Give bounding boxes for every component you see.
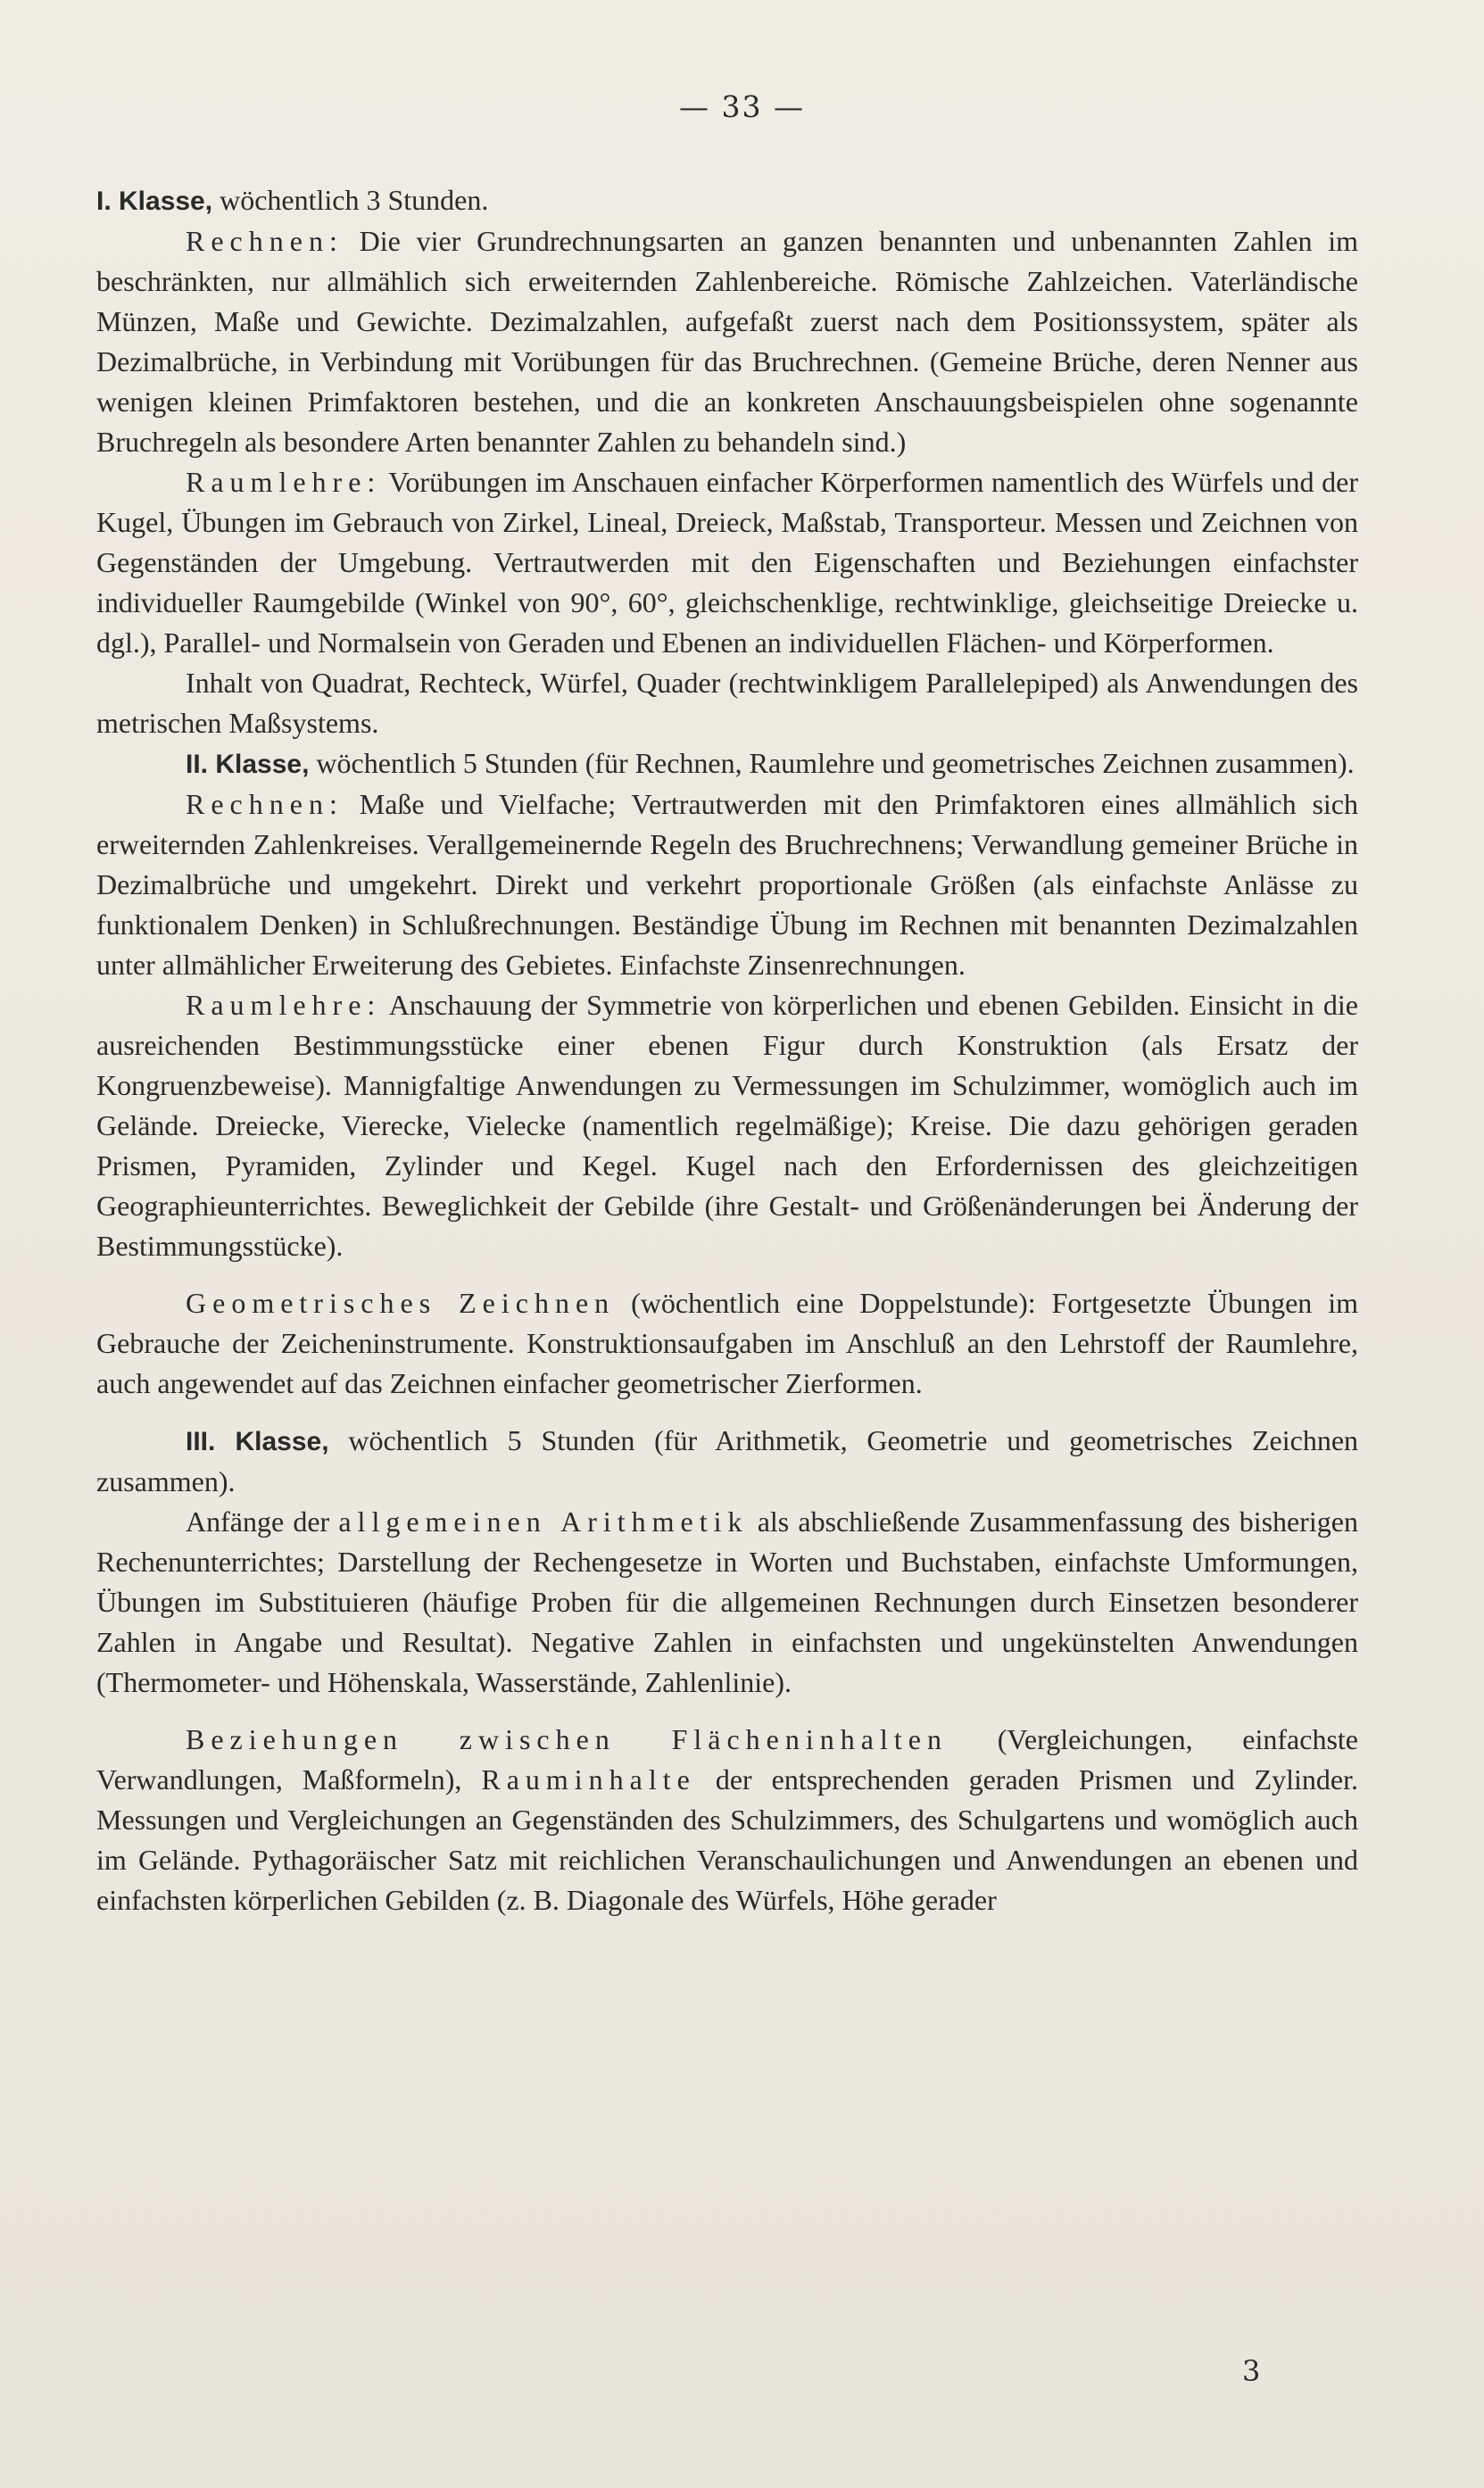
class-3-heading (96, 1421, 1358, 1502)
class-3-bez-term: Beziehungen zwischen Flächeninhalten (186, 1723, 948, 1755)
class-1-hours: wöchentlich 3 Stunden. (220, 184, 489, 216)
class-1-raumlehre-text: Vorübungen im Anschauen einfacher Körperformen namentlich des Würfels und der Kugel, Übungen im Gebrauch von Zirkel, Lineal, Dreieck, Maßstab, Transporteur. Messen und Zeichnen von Gegenständen der Umgebung. Vertrautwerden mit den Eigenschaften und Beziehungen einfachster individueller Raumgebilde (Winkel von 90°, 60°, gleichschenklige, rechtwinklige, gleichseitige Dreiecke u. dgl.), Parallel- und Normalsein von Geraden und Ebenen an individuellen Flächen- und Körperformen. (96, 466, 1359, 659)
class-3-bez-text1: (Vergleichungen, einfachste Verwandlungen, Maßformeln), (96, 1723, 1359, 1796)
page-number: — 33 — (679, 89, 805, 124)
class-3-beziehungen (96, 1720, 1358, 1920)
signature-mark: 3 (1242, 2354, 1261, 2388)
class-2-zeichnen-term: Geometrisches Zeichnen (186, 1287, 616, 1319)
class-1-raumlehre-term: Raumlehre: (186, 466, 382, 498)
class-3-arith-pre: Anfänge der (186, 1505, 330, 1538)
class-2-zeichnen-text: (wöchentlich eine Doppelstunde): Fortgesetzte Übungen im Gebrauche der Zeicheninstrumente. Konstruktionsaufgaben im Anschluß an den Lehrstoff der Raumlehre, auch angewendet auf das Zeichnen einfacher geometrischer Zierformen. (96, 1287, 1358, 1399)
class-2-rechnen (96, 784, 1358, 985)
class-1-heading (96, 180, 1358, 221)
class-3-arith-text: als abschließende Zusammenfassung des bisherigen Rechenunterrichtes; Darstellung der Rechengesetze in Worten und Buchstaben, einfachste Umformungen, Übungen im Substituieren (häufige Proben für die allgemeinen Rechnungen durch Einsetzen besonderer Zahlen in Angabe und Resultat). Negative Zahlen in einfachsten und ungekünstelten Anwendungen (Thermometer- und Höhenskala, Wasserstände, Zahlenlinie). (96, 1505, 1359, 1698)
class-3-arithmetik (96, 1502, 1358, 1703)
class-3-label: III. Klasse, (186, 1427, 329, 1456)
class-2-raumlehre-term: Raumlehre: (186, 989, 382, 1021)
class-2-rechnen-text: Maße und Vielfache; Vertrautwerden mit den Primfaktoren eines allmählich sich erweiternden Zahlenkreises. Verallgemeinernde Regeln des Bruchrechnens; Verwandlung gemeiner Brüche in Dezimalbrüche und umgekehrt. Direkt und verkehrt proportionale Größen (als einfachste Anlässe zu funktionalem Denken) in Schlußrechnungen. Beständige Übung im Rechnen mit benannten Dezimalzahlen unter allmählicher Erweiterung des Gebietes. Einfachste Zinsenrechnungen. (96, 788, 1359, 981)
class-3-rauminhalte-term: Rauminhalte (481, 1763, 696, 1796)
body-text (96, 180, 1358, 1920)
class-2-raumlehre-text: Anschauung der Symmetrie von körperlichen und ebenen Gebilden. Einsicht in die ausreichenden Bestimmungsstücke einer ebenen Figur durch Konstruktion (als Ersatz der Kongruenzbeweise). Mannigfaltige Anwendungen zu Vermessungen im Schulzimmer, womöglich auch im Gelände. Dreiecke, Vierecke, Vielecke (namentlich regelmäßige); Kreise. Die dazu gehörigen geraden Prismen, Pyramiden, Zylinder und Kegel. Kugel nach den Erfordernissen des gleichzeitigen Geographieunterrichtes. Beweglichkeit der Gebilde (ihre Gestalt- und Größenänderungen bei Änderung der Bestimmungsstücke). (96, 989, 1359, 1262)
class-1-raumlehre (96, 462, 1358, 663)
class-2-heading (96, 743, 1358, 784)
class-1-rechnen-term: Rechnen: (186, 225, 344, 257)
class-3-bez-text2: der entsprechenden geraden Prismen und Zylinder. Messungen und Vergleichungen an Gegenständen des Schulzimmers, des Schulgartens und womöglich auch im Gelände. Pythagoräischer Satz mit reichlichen Veranschaulichungen und Anwendungen an ebenen und einfachsten körperlichen Gebilden (z. B. Diagonale des Würfels, Höhe gerader (96, 1763, 1359, 1916)
class-2-label: II. Klasse, (186, 750, 310, 779)
class-3-arith-term: allgemeinen Arithmetik (338, 1505, 749, 1538)
class-1-inhalt-text: Inhalt von Quadrat, Rechteck, Würfel, Quader (rechtwinkligem Parallelepiped) als Anwendungen des metrischen Maßsystems. (96, 667, 1358, 739)
class-3-hours: wöchentlich 5 Stunden (für Arithmetik, Geometrie und geometrisches Zeichnen zusammen). (96, 1424, 1359, 1497)
class-2-zeichnen (96, 1283, 1358, 1404)
class-1-label: I. Klasse, (96, 187, 213, 216)
class-2-hours: wöchentlich 5 Stunden (für Rechnen, Raumlehre und geometrisches Zeichnen zusammen). (316, 747, 1355, 779)
class-1-rechnen (96, 221, 1358, 462)
class-2-rechnen-term: Rechnen: (186, 788, 344, 820)
class-1-rechnen-text: Die vier Grundrechnungsarten an ganzen benannten und unbenannten Zahlen im beschränkten, nur allmählich sich erweiternden Zahlenbereiche. Römische Zahlzeichen. Vaterländische Münzen, Maße und Gewichte. Dezimalzahlen, aufgefaßt zuerst nach dem Positionssystem, später als Dezimalbrüche, in Verbindung mit Vorübungen für das Bruchrechnen. (Gemeine Brüche, deren Nenner aus wenigen kleinen Primfaktoren bestehen, und die an konkreten Anschauungsbeispielen ohne sogenannte Bruchregeln als besondere Arten benannter Zahlen zu behandeln sind.) (96, 225, 1359, 458)
class-2-raumlehre (96, 985, 1358, 1266)
class-1-inhalt (96, 663, 1358, 743)
